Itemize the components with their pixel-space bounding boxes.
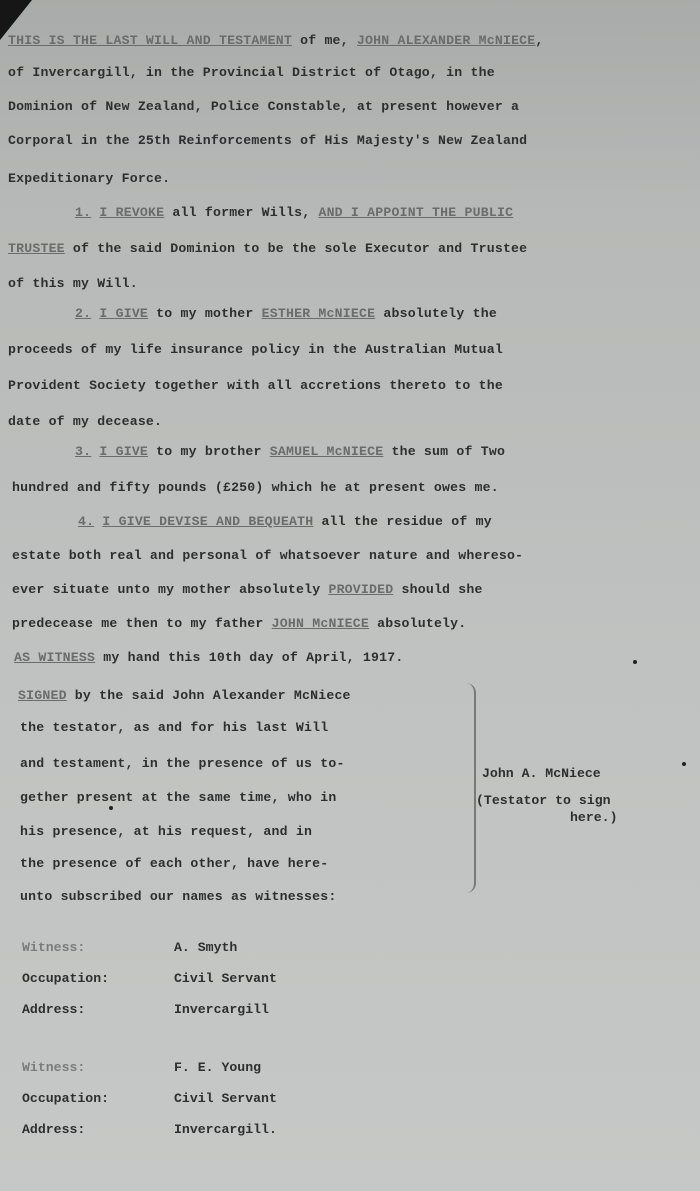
underlined-text: I REVOKE <box>99 205 165 220</box>
body-line-12 <box>8 414 162 429</box>
body-line-3 <box>8 99 519 114</box>
underlined-text: JOHN McNIECE <box>271 616 370 631</box>
text-run: predecease me then to my father <box>12 616 272 631</box>
text-run: my hand this 10th day of April, 1917. <box>95 650 404 665</box>
text-run: by the said John Alexander McNiece <box>66 688 351 703</box>
text-run: the presence of each other, have here- <box>20 856 329 871</box>
address-row <box>22 1114 277 1145</box>
body-line-5 <box>8 171 170 186</box>
attestation-line-7 <box>20 889 336 904</box>
underlined-text: THIS IS THE LAST WILL AND TESTAMENT <box>8 33 292 48</box>
text-run: the testator, as and for his last Will <box>20 720 329 735</box>
text-run: all former Wills, <box>164 205 319 220</box>
text-run: gether present at the same time, who in <box>20 790 337 805</box>
underlined-text: 1. <box>75 205 92 220</box>
witness-name: A. Smyth <box>174 940 238 955</box>
testator-note-line-2: here.) <box>570 810 618 825</box>
address-label: Address: <box>22 1002 86 1017</box>
address-value: Invercargill <box>174 1002 269 1017</box>
attestation-line-2 <box>20 720 328 735</box>
body-line-1 <box>8 33 544 48</box>
body-line-7 <box>8 241 527 256</box>
text-run: Expeditionary Force. <box>8 171 171 186</box>
underlined-text: SAMUEL McNIECE <box>269 444 384 459</box>
witness-block-1 <box>22 932 277 1025</box>
attestation-line-5 <box>20 824 312 839</box>
text-run: ever situate unto my mother absolutely <box>12 582 329 597</box>
body-line-10 <box>8 342 503 357</box>
witness-row <box>22 1052 277 1083</box>
underlined-text: ESTHER McNIECE <box>261 306 376 321</box>
address-row <box>22 994 277 1025</box>
text-run: Provident Society together with all accretions thereto to the <box>8 378 503 393</box>
underlined-text: JOHN ALEXANDER McNIECE <box>356 33 536 48</box>
body-line-4 <box>8 133 527 148</box>
attestation-brace <box>462 683 476 893</box>
testator-note-line-1: (Testator to sign <box>476 793 611 808</box>
occupation-label: Occupation: <box>22 1091 110 1106</box>
body-line-13 <box>75 444 505 459</box>
text-run: date of my decease. <box>8 414 163 429</box>
ink-speck <box>633 660 637 664</box>
testator-signature-block <box>476 760 618 831</box>
underlined-text: PROVIDED <box>328 582 394 597</box>
text-run: Dominion of New Zealand, Police Constable, at present however a <box>8 99 520 114</box>
text-run: the sum of Two <box>383 444 506 459</box>
body-line-9 <box>75 306 497 321</box>
occupation-value: Civil Servant <box>174 1091 277 1106</box>
witness-label: Witness: <box>22 940 86 955</box>
text-run: to my mother <box>148 306 262 321</box>
body-line-14 <box>12 480 499 495</box>
text-run: of Invercargill, in the Provincial District of Otago, in the <box>8 65 495 80</box>
underlined-text: 3. <box>75 444 92 459</box>
attestation-line-3 <box>20 756 345 771</box>
text-run: hundred and fifty pounds (£250) which he at present owes me. <box>12 480 499 495</box>
text-run: , <box>535 33 544 48</box>
underlined-text: I GIVE <box>99 306 149 321</box>
underlined-text: TRUSTEE <box>8 241 65 256</box>
body-line-11 <box>8 378 503 393</box>
underlined-text: SIGNED <box>18 688 67 703</box>
text-run: of the said Dominion to be the sole Executor and Trustee <box>64 241 528 256</box>
text-run: to my brother <box>148 444 270 459</box>
occupation-row <box>22 963 277 994</box>
occupation-label: Occupation: <box>22 971 110 986</box>
attestation-line-1 <box>18 688 351 703</box>
attestation-line-4 <box>20 790 336 805</box>
occupation-row <box>22 1083 277 1114</box>
text-run: Corporal in the 25th Reinforcements of His Majesty's New Zealand <box>8 133 528 148</box>
witness-row <box>22 932 277 963</box>
text-run: all the residue of my <box>313 514 492 529</box>
ink-speck <box>109 806 113 810</box>
body-line-6 <box>75 205 513 220</box>
body-line-16 <box>12 548 523 563</box>
text-run: unto subscribed our names as witnesses: <box>20 889 337 904</box>
body-line-19 <box>14 650 403 665</box>
underlined-text: I GIVE <box>99 444 149 459</box>
body-line-8 <box>8 276 138 291</box>
underlined-text: I GIVE DEVISE AND BEQUEATH <box>102 514 314 529</box>
body-line-18 <box>12 616 466 631</box>
text-run: should she <box>393 582 483 597</box>
text-run: absolutely. <box>369 616 467 631</box>
witness-label: Witness: <box>22 1060 86 1075</box>
body-line-17 <box>12 582 483 597</box>
text-run: and testament, in the presence of us to- <box>20 756 345 771</box>
witness-block-2 <box>22 1052 277 1145</box>
text-run: his presence, at his request, and in <box>20 824 313 839</box>
occupation-value: Civil Servant <box>174 971 277 986</box>
text-run: of this my Will. <box>8 276 138 291</box>
witness-name: F. E. Young <box>174 1060 262 1075</box>
text-run: of me, <box>291 33 357 48</box>
underlined-text: 2. <box>75 306 92 321</box>
underlined-text: AND I APPOINT THE PUBLIC <box>318 205 514 220</box>
underlined-text: AS WITNESS <box>14 650 96 665</box>
body-line-2 <box>8 65 495 80</box>
text-run: absolutely the <box>375 306 497 321</box>
address-label: Address: <box>22 1122 86 1137</box>
underlined-text: 4. <box>78 514 95 529</box>
body-line-15 <box>78 514 492 529</box>
text-run: proceeds of my life insurance policy in the Australian Mutual <box>8 342 503 357</box>
text-run: estate both real and personal of whatsoever nature and whereso- <box>12 548 524 563</box>
testator-signature: John A. McNiece <box>482 766 601 781</box>
address-value: Invercargill. <box>174 1122 277 1137</box>
attestation-line-6 <box>20 856 328 871</box>
ink-speck <box>682 762 686 766</box>
